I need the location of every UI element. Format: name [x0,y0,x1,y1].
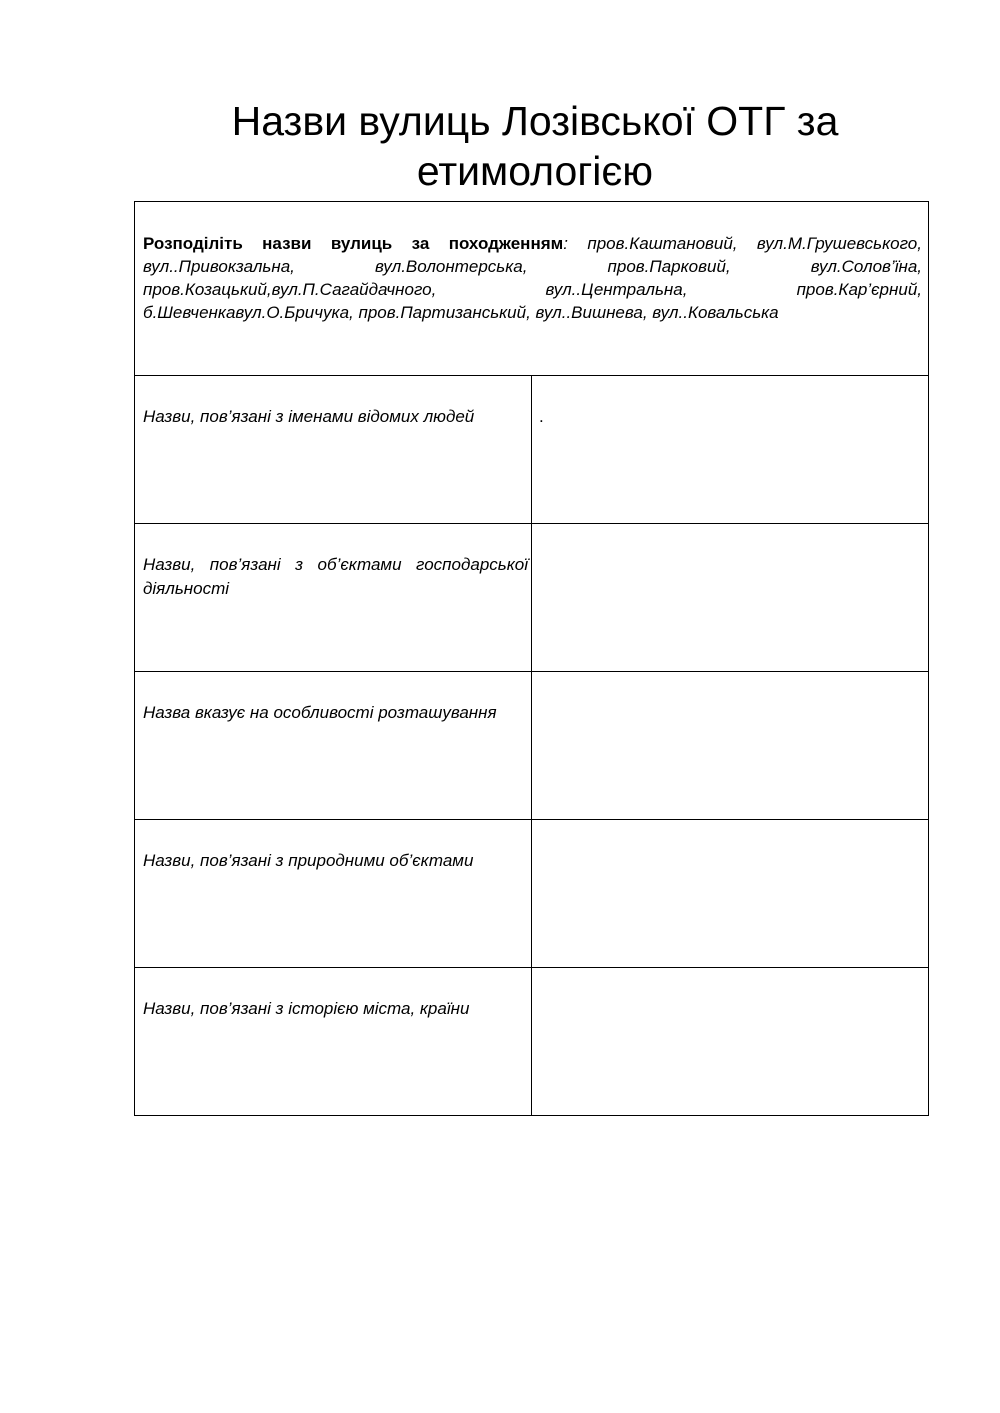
instruction-cell [135,202,929,376]
category-label: Назва вказує на особливості розташування [143,703,497,722]
answer-dropzone[interactable]: . [539,407,544,426]
answer-cell[interactable] [532,968,929,1116]
table-row [135,968,929,1116]
worksheet-table [134,201,929,1116]
answer-dropzone[interactable] [532,968,928,1115]
category-cell [135,376,532,524]
category-cell [135,672,532,820]
street-list: пров.Каштановий, вул.М.Грушевського, вул..Привокзальна, вул.Волонтерська, пров.Парковий, вул.Солов’їна, пров.Козацький,вул.П.Сагайдачного, вул..Центральна, пров.Кар’єрний, б.Шевченкавул.О.Бричука, пров.Партизанський, вул..Вишнева, вул..Ковальська [143,234,922,322]
answer-cell[interactable] [532,820,929,968]
category-label: Назви, пов’язані з іменами відомих людей [143,407,475,426]
category-cell [135,524,532,672]
table-row [135,672,929,820]
table-row [135,820,929,968]
category-cell [135,968,532,1116]
answer-dropzone[interactable] [532,524,928,671]
table-row [135,524,929,672]
category-cell [135,820,532,968]
answer-dropzone[interactable] [532,672,928,819]
page-title: Назви вулиць Лозівської ОТГ за етимологією [231,98,839,194]
category-label: Назви, пов’язані з історією міста, країни [143,999,470,1018]
instruction-row [135,202,929,376]
instruction-colon: : [563,234,568,253]
category-label: Назви, пов’язані з об’єктами господарської діяльності [143,555,528,598]
table-row [135,376,929,524]
answer-dropzone[interactable] [532,820,928,967]
instruction-label: Розподіліть назви вулиць за походженням [143,234,564,253]
answer-cell[interactable] [532,524,929,672]
category-label: Назви, пов’язані з природними об’єктами [143,851,474,870]
answer-cell[interactable] [532,376,929,524]
instruction-text [135,202,928,375]
answer-cell[interactable] [532,672,929,820]
